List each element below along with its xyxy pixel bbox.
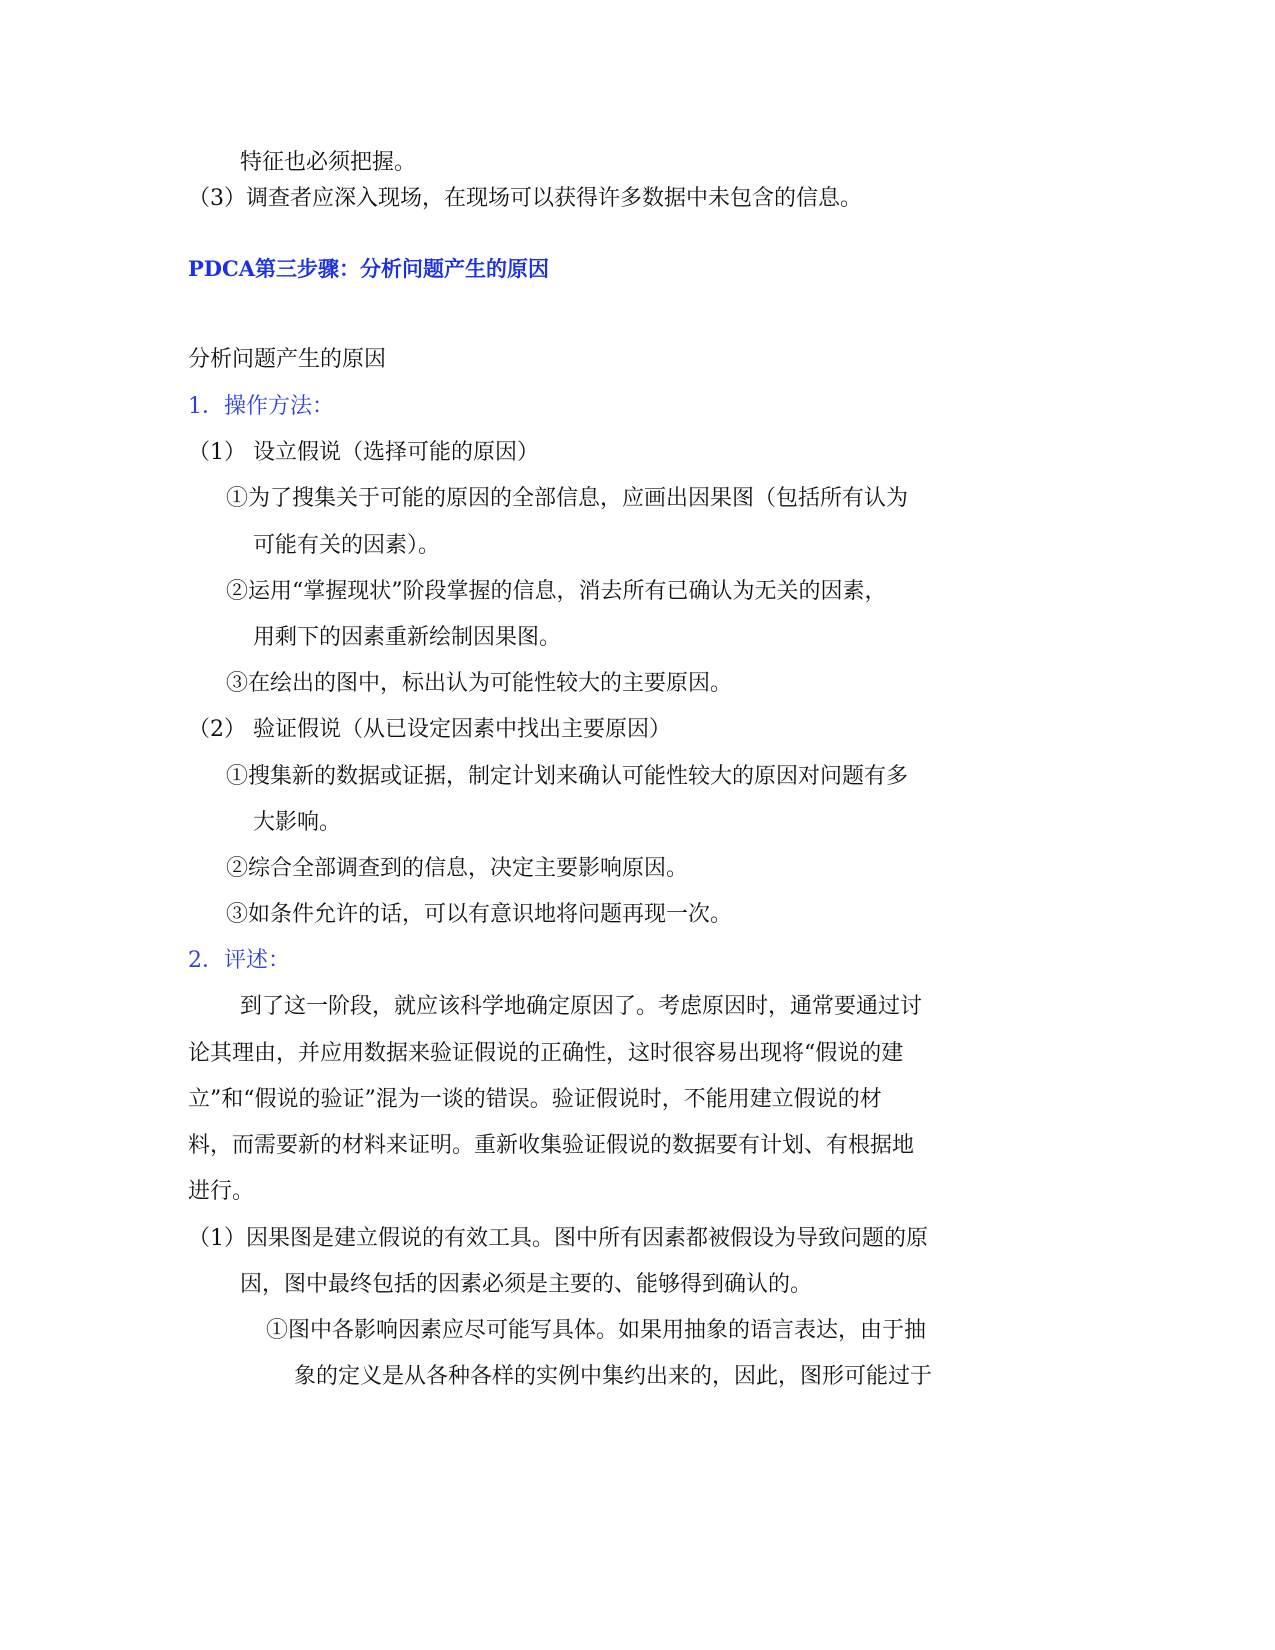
sub-item: ②综合全部调查到的信息，决定主要影响原因。 <box>226 856 689 881</box>
list-item-2: （2） 验证假说（从已设定因素中找出主要原因） <box>188 717 671 742</box>
sub-item-continuation: 象的定义是从各种各样的实例中集约出来的，因此，图形可能过于 <box>294 1364 933 1389</box>
paragraph-line: （3）调查者应深入现场，在现场可以获得许多数据中未包含的信息。 <box>188 186 862 211</box>
paragraph-line: 立”和“假说的验证”混为一谈的错误。验证假说时，不能用建立假说的材 <box>188 1087 882 1112</box>
sub-item: ①图中各影响因素应尽可能写具体。如果用抽象的语言表达，由于抽 <box>266 1318 927 1343</box>
section-heading: PDCA第三步骤：分析问题产生的原因 <box>188 256 550 281</box>
subtitle: 分析问题产生的原因 <box>188 347 387 372</box>
paragraph-line: 进行。 <box>188 1179 255 1204</box>
list-item: （1）因果图是建立假说的有效工具。图中所有因素都被假设为导致问题的原 <box>188 1226 928 1251</box>
sub-item: ③在绘出的图中，标出认为可能性较大的主要原因。 <box>226 671 733 696</box>
list-item-1: （1） 设立假说（选择可能的原因） <box>188 440 539 465</box>
numbered-heading-2: 2．评述： <box>188 948 290 973</box>
paragraph-line: 到了这一阶段，就应该科学地确定原因了。考虑原因时，通常要通过讨 <box>240 994 923 1019</box>
sub-item-continuation: 大影响。 <box>253 810 342 835</box>
list-item-continuation: 因，图中最终包括的因素必须是主要的、能够得到确认的。 <box>240 1272 813 1297</box>
numbered-heading-1: 1．操作方法： <box>188 394 334 419</box>
sub-item: ①搜集新的数据或证据，制定计划来确认可能性较大的原因对问题有多 <box>226 764 909 789</box>
sub-item-continuation: 可能有关的因素）。 <box>253 533 441 558</box>
sub-item-continuation: 用剩下的因素重新绘制因果图。 <box>253 625 562 650</box>
sub-item: ②运用“掌握现状”阶段掌握的信息，消去所有已确认为无关的因素， <box>226 579 887 604</box>
sub-item: ①为了搜集关于可能的原因的全部信息，应画出因果图（包括所有认为 <box>226 486 909 511</box>
paragraph-line: 料，而需要新的材料来证明。重新收集验证假说的数据要有计划、有根据地 <box>188 1133 915 1158</box>
paragraph-line: 论其理由，并应用数据来验证假说的正确性，这时很容易出现将“假说的建 <box>188 1041 904 1066</box>
paragraph-line: 特征也必须把握。 <box>240 150 417 175</box>
sub-item: ③如条件允许的话，可以有意识地将问题再现一次。 <box>226 902 733 927</box>
